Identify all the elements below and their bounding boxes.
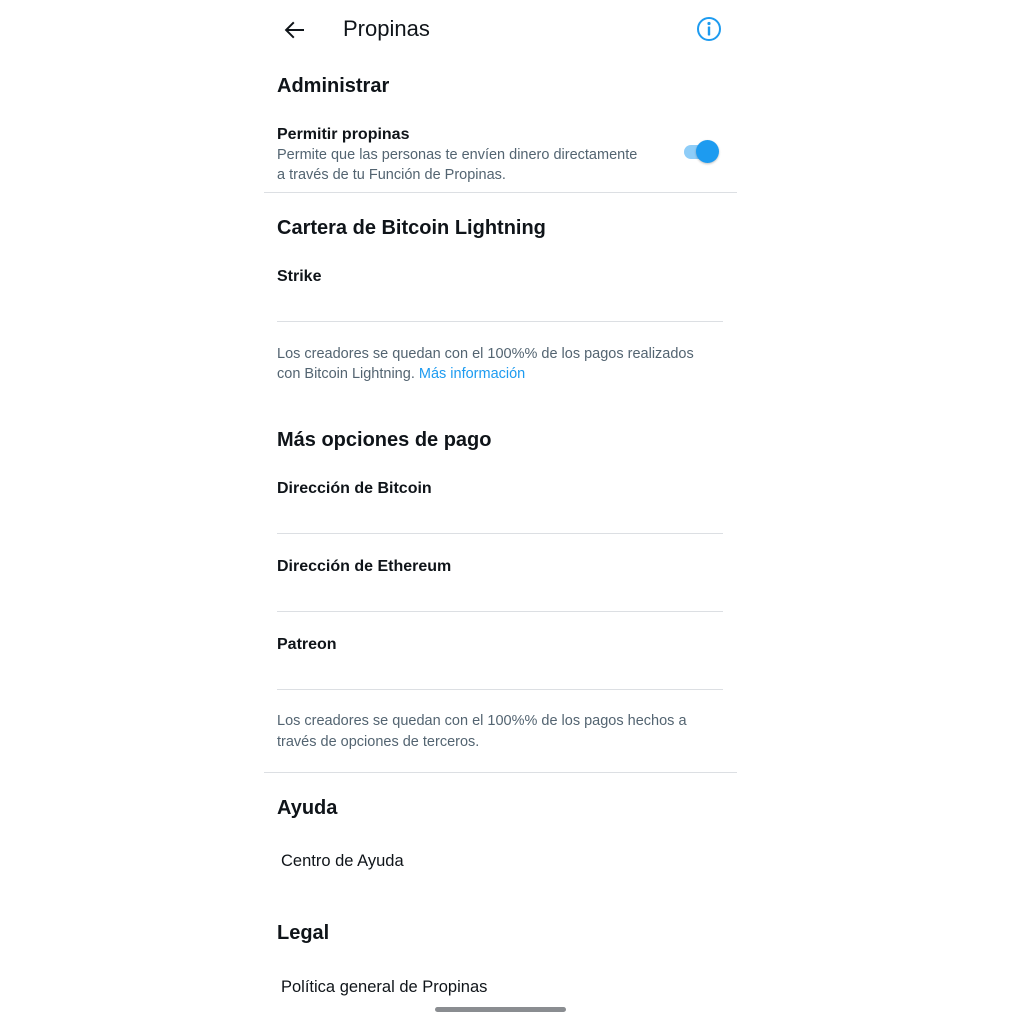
bitcoin-address-item[interactable] bbox=[277, 468, 723, 532]
ethereum-address-item[interactable] bbox=[277, 546, 723, 610]
patreon-item[interactable] bbox=[277, 624, 723, 688]
allow-tips-description-line2: a través de tu Función de Propinas. bbox=[277, 167, 506, 183]
patreon-label: Patreon bbox=[277, 636, 337, 653]
toggle-thumb bbox=[696, 140, 719, 163]
section-title-administrar: Administrar bbox=[277, 75, 390, 97]
divider bbox=[277, 533, 723, 534]
lightning-note-line2-text: con Bitcoin Lightning. bbox=[277, 366, 419, 382]
section-title-help: Ayuda bbox=[277, 797, 338, 819]
third-party-note-line2: través de opciones de terceros. bbox=[277, 734, 480, 750]
help-center-link[interactable]: Centro de Ayuda bbox=[281, 852, 404, 870]
tips-policy-link[interactable]: Política general de Propinas bbox=[281, 978, 488, 996]
strike-wallet-item[interactable] bbox=[277, 256, 723, 320]
ethereum-address-label: Dirección de Ethereum bbox=[277, 558, 452, 575]
allow-tips-toggle[interactable] bbox=[682, 138, 722, 164]
home-indicator[interactable] bbox=[435, 1007, 566, 1012]
section-title-more-payments: Más opciones de pago bbox=[277, 429, 492, 451]
allow-tips-title: Permitir propinas bbox=[277, 126, 410, 143]
page-title: Propinas bbox=[343, 16, 430, 41]
divider bbox=[277, 611, 723, 612]
info-button[interactable] bbox=[694, 14, 724, 44]
arrow-left-icon bbox=[276, 12, 312, 48]
section-title-legal: Legal bbox=[277, 922, 330, 944]
bitcoin-address-label: Dirección de Bitcoin bbox=[277, 480, 432, 497]
divider bbox=[264, 192, 737, 193]
divider bbox=[264, 772, 737, 773]
info-circle-icon bbox=[694, 14, 724, 44]
divider bbox=[277, 321, 723, 322]
lightning-note-line1: Los creadores se quedan con el 100%% de los pagos realizados bbox=[277, 346, 694, 362]
strike-wallet-label: Strike bbox=[277, 268, 322, 285]
lightning-note-line2 bbox=[277, 364, 525, 384]
allow-tips-description-line1: Permite que las personas te envíen dinero directamente bbox=[277, 147, 638, 163]
divider bbox=[277, 689, 723, 690]
section-title-lightning: Cartera de Bitcoin Lightning bbox=[277, 217, 546, 239]
more-info-link[interactable]: Más información bbox=[418, 366, 526, 382]
third-party-note-line1: Los creadores se quedan con el 100%% de los pagos hechos a bbox=[277, 713, 687, 729]
back-button[interactable] bbox=[276, 12, 312, 48]
